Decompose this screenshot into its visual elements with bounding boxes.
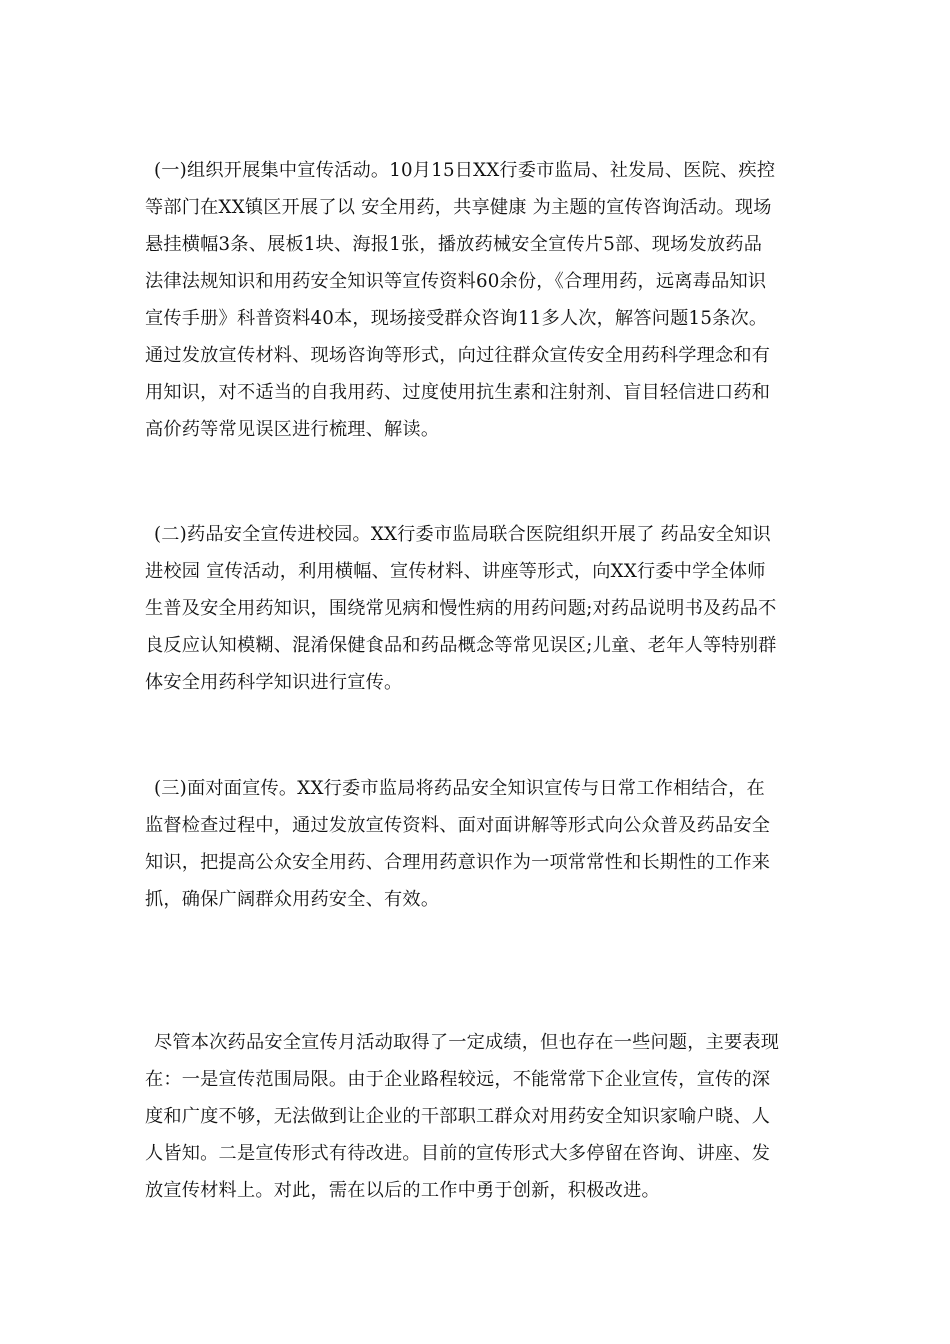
paragraph-concentrated-campaign [145,152,815,448]
text-line: 监督检查过程中，通过发放宣传资料、面对面讲解等形式向公众普及药品安全 [145,815,771,836]
paragraph-problems-summary [145,1024,815,1209]
paragraph-campus-campaign [145,516,815,701]
text-line: 度和广度不够，无法做到让企业的干部职工群众对用药安全知识家喻户晓、人 [145,1106,771,1127]
text-line: 知识，把提高公众安全用药、合理用药意识作为一项常常性和长期性的工作来 [145,852,771,873]
text-line: 体安全用药科学知识进行宣传。 [145,672,403,693]
text-line: 尽管本次药品安全宣传月活动取得了一定成绩，但也存在一些问题，主要表现 [154,1032,780,1053]
text-line: 人皆知。二是宣传形式有待改进。目前的宣传形式大多停留在咨询、讲座、发 [145,1143,771,1164]
text-line: 抓，确保广阔群众用药安全、有效。 [145,889,440,910]
text-line: (三)面对面宣传。XX行委市监局将药品安全知识宣传与日常工作相结合，在 [154,778,765,799]
text-line: 悬挂横幅3条、展板1块、海报1张，播放药械安全宣传片5部、现场发放药品 [145,234,763,255]
text-line: 生普及安全用药知识，围绕常见病和慢性病的用药问题;对药品说明书及药品不 [145,598,777,619]
text-line: 法律法规知识和用药安全知识等宣传资料60余份，《合理用药，远离毒品知识 [145,271,767,292]
text-line: 高价药等常见误区进行梳理、解读。 [145,419,440,440]
text-line: 在：一是宣传范围局限。由于企业路程较远，不能常常下企业宣传，宣传的深 [145,1069,771,1090]
text-line: 用知识，对不适当的自我用药、过度使用抗生素和注射剂、盲目轻信进口药和 [145,382,771,403]
text-line: 进校园 宣传活动，利用横幅、宣传材料、讲座等形式，向XX行委中学全体师 [145,561,766,582]
paragraph-face-to-face-campaign [145,770,815,918]
text-line: 放宣传材料上。对此，需在以后的工作中勇于创新，积极改进。 [145,1180,660,1201]
text-line: 宣传手册》科普资料40本，现场接受群众咨询11多人次，解答问题15条次。 [145,308,768,329]
text-line: (二)药品安全宣传进校园。XX行委市监局联合医院组织开展了 药品安全知识 [154,524,771,545]
text-line: 通过发放宣传材料、现场咨询等形式，向过往群众宣传安全用药科学理念和有 [145,345,771,366]
text-line: 等部门在XX镇区开展了以 安全用药，共享健康 为主题的宣传咨询活动。现场 [145,197,772,218]
text-line: 良反应认知模糊、混淆保健食品和药品概念等常见误区;儿童、老年人等特别群 [145,635,777,656]
text-line: (一)组织开展集中宣传活动。10月15日XX行委市监局、社发局、医院、疾控 [154,160,776,181]
